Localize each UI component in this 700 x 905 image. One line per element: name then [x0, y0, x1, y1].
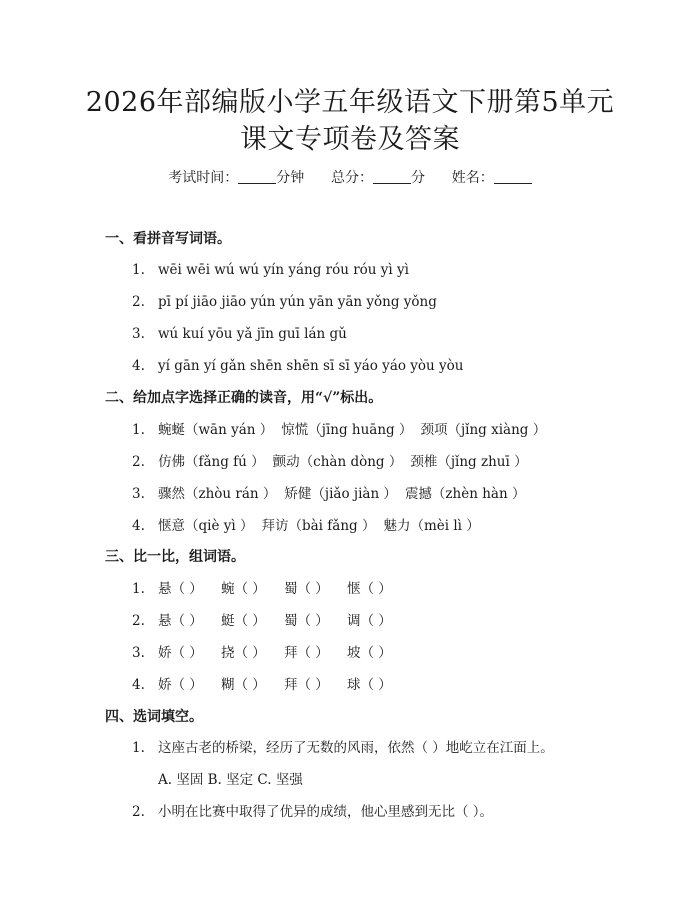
item-number: 2.	[132, 804, 145, 820]
time-label: 考试时间：	[168, 170, 239, 186]
section-4-heading: 四、选词填空。	[105, 709, 203, 725]
item-number: 1.	[132, 422, 145, 438]
word-reading[interactable]: 矫健（jiǎo jiàn ）	[284, 486, 397, 502]
score-unit: 分	[411, 170, 425, 186]
compare-char[interactable]: 蜿（ ）	[221, 581, 266, 597]
compare-char[interactable]: 球（ ）	[347, 677, 392, 693]
compare-char[interactable]: 蜓（ ）	[221, 613, 266, 629]
word-reading[interactable]: 仿佛（fǎng fú ）	[158, 454, 265, 470]
time-unit: 分钟	[276, 170, 305, 186]
name-label: 姓名：	[451, 170, 494, 186]
s4-item-1	[132, 737, 554, 759]
compare-char[interactable]: 挠（ ）	[221, 645, 266, 661]
pinyin-text: yí gān yí gǎn shēn shēn sī sī yáo yáo yòu yòu	[158, 358, 464, 374]
item-number: 1.	[132, 740, 145, 756]
item-number: 2.	[132, 294, 145, 310]
score-label: 总分：	[331, 170, 373, 186]
compare-char[interactable]: 悬（ ）	[158, 581, 203, 597]
compare-char[interactable]: 惬（ ）	[347, 581, 392, 597]
compare-char[interactable]: 拜（ ）	[284, 677, 329, 693]
word-reading[interactable]: 惬意（qiè yì ）	[158, 518, 254, 534]
question-text: 小明在比赛中取得了优异的成绩，他心里感到无比（ ）。	[158, 804, 494, 820]
section-2-heading: 二、给加点字选择正确的读音，用“√”标出。	[105, 390, 383, 406]
section-1-heading: 一、看拼音写词语。	[105, 231, 231, 247]
s3-item-2	[132, 610, 410, 632]
question-text: 这座古老的桥梁，经历了无数的风雨，依然（ ）地屹立在江面上。	[158, 740, 554, 756]
word-reading[interactable]: 颈椎（jǐng zhuī ）	[410, 454, 528, 470]
compare-char[interactable]: 蜀（ ）	[284, 581, 329, 597]
word-reading[interactable]: 惊慌（jīng huāng ）	[281, 422, 413, 438]
title-line-2: 课文专项卷及答案	[240, 124, 460, 155]
pinyin-text: wú kuí yōu yǎ jīn guī lán gǔ	[158, 326, 347, 342]
s4-item-1-options[interactable]: A. 坚固 B. 坚定 C. 坚强	[158, 772, 303, 788]
s1-item-1	[132, 259, 409, 281]
item-number: 2.	[132, 454, 145, 470]
s2-item-4	[132, 515, 488, 537]
compare-char[interactable]: 糊（ ）	[221, 677, 266, 693]
word-reading[interactable]: 蜿蜒（wān yán ）	[158, 422, 274, 438]
compare-char[interactable]: 娇（ ）	[158, 677, 203, 693]
item-number: 1.	[132, 262, 145, 278]
compare-char[interactable]: 拜（ ）	[284, 645, 329, 661]
word-reading[interactable]: 颤动（chàn dòng ）	[272, 454, 403, 470]
word-reading[interactable]: 魅力（mèi lì ）	[383, 518, 480, 534]
item-number: 1.	[132, 581, 145, 597]
s2-item-3	[132, 483, 533, 505]
word-reading[interactable]: 震撼（zhèn hàn ）	[404, 486, 526, 502]
s3-item-4	[132, 674, 410, 696]
exam-meta	[0, 167, 700, 189]
title-line-1: 2026年部编版小学五年级语文下册第5单元	[85, 87, 615, 118]
score-blank[interactable]	[373, 169, 411, 184]
s1-item-3	[132, 323, 347, 345]
compare-char[interactable]: 坡（ ）	[347, 645, 392, 661]
time-blank[interactable]	[238, 169, 276, 184]
item-number: 4.	[132, 518, 145, 534]
compare-char[interactable]: 调（ ）	[347, 613, 392, 629]
name-blank[interactable]	[494, 169, 532, 184]
pinyin-text: wēi wēi wú wú yín yáng róu róu yì yì	[158, 262, 409, 278]
s3-item-3	[132, 642, 410, 664]
word-reading[interactable]: 颈项（jǐng xiàng ）	[420, 422, 547, 438]
pinyin-text: pī pí jiāo jiāo yún yún yān yān yǒng yǒng	[158, 294, 437, 310]
s4-item-2	[132, 801, 493, 823]
compare-char[interactable]: 娇（ ）	[158, 645, 203, 661]
item-number: 3.	[132, 486, 145, 502]
word-reading[interactable]: 拜访（bài fǎng ）	[261, 518, 376, 534]
item-number: 3.	[132, 645, 145, 661]
word-reading[interactable]: 骤然（zhòu rán ）	[158, 486, 277, 502]
s3-item-1	[132, 578, 410, 600]
compare-char[interactable]: 悬（ ）	[158, 613, 203, 629]
s1-item-2	[132, 291, 437, 313]
item-number: 4.	[132, 358, 145, 374]
item-number: 3.	[132, 326, 145, 342]
section-3-heading: 三、比一比，组词语。	[105, 549, 245, 565]
compare-char[interactable]: 蜀（ ）	[284, 613, 329, 629]
item-number: 4.	[132, 677, 145, 693]
s1-item-4	[132, 355, 463, 377]
s2-item-2	[132, 451, 536, 473]
s2-item-1	[132, 419, 554, 441]
item-number: 2.	[132, 613, 145, 629]
